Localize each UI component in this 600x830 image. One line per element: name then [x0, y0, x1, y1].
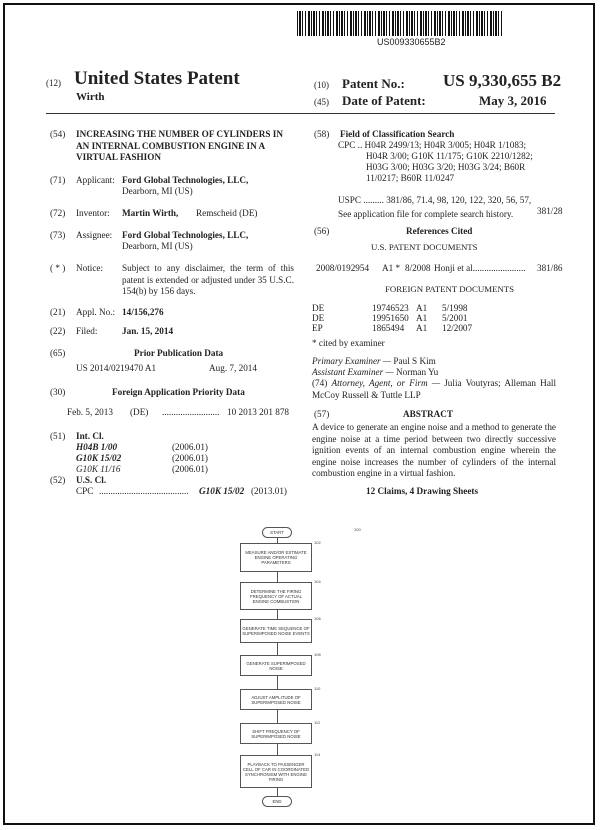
- attorney-code: (74): [312, 378, 328, 388]
- applicant-label: Applicant:: [76, 175, 115, 185]
- code-10: (10): [314, 80, 329, 90]
- flow-ref-106: 106: [314, 616, 321, 621]
- foreign-ref-3-number: 1865494: [372, 323, 405, 333]
- int-cl-2-date: (2006.01): [172, 453, 208, 463]
- flow-step-104: DETERMINE THE FIRING FREQUENCY OF ACTUAL ENGINE COMBUSTION: [240, 582, 312, 610]
- appl-no-label: Appl. No.:: [76, 307, 116, 317]
- code-45: (45): [314, 97, 329, 107]
- flow-step-108: GENERATE SUPERIMPOSED NOISE: [240, 655, 312, 676]
- notice-text: Subject to any disclaimer, the term of this patent is extended or adjusted under 35 U.S.C. 154(b) by 156 days.: [122, 263, 294, 296]
- cpc-class: G10K 15/02: [199, 486, 245, 496]
- document-number: US009330655B2: [377, 37, 446, 47]
- foreign-priority-country: (DE): [130, 407, 149, 417]
- int-cl-2-class: G10K 15/02: [76, 453, 122, 463]
- foreign-ref-1-kind: A1: [416, 303, 428, 313]
- us-ref-dots: ......................: [475, 263, 526, 273]
- int-cl-label: Int. Cl.: [76, 431, 104, 441]
- flow-arrow: [277, 710, 278, 723]
- flow-arrow: [277, 744, 278, 755]
- int-cl-1-date: (2006.01): [172, 442, 208, 452]
- foreign-ref-2-country: DE: [312, 313, 325, 323]
- flow-step-102: MEASURE AND/OR ESTIMATE ENGINE OPERATING PARAMETERS: [240, 543, 312, 572]
- references-heading: References Cited: [406, 226, 473, 236]
- flow-arrow: [277, 788, 278, 796]
- flow-step-114: PLAYBACK TO PASSENGER CELL OF CAR IN COORDINATED SYNCHRONISM WITH ENGINE FIRING: [240, 755, 312, 788]
- flow-ref-102: 102: [314, 540, 321, 545]
- assignee-name: Ford Global Technologies, LLC,: [122, 230, 249, 240]
- us-ref-class: 381/86: [537, 263, 563, 273]
- code-52: (52): [50, 475, 66, 485]
- barcode: [297, 11, 502, 36]
- foreign-priority-heading: Foreign Application Priority Data: [112, 387, 245, 397]
- us-cl-label: U.S. Cl.: [76, 475, 107, 485]
- assistant-examiner-name: Norman Yu: [395, 367, 439, 377]
- us-ref-number: 2008/0192954: [316, 263, 370, 273]
- primary-examiner-label: Primary Examiner —: [312, 356, 392, 366]
- assistant-examiner-label: Assistant Examiner —: [312, 367, 394, 377]
- flow-ref-110: 110: [314, 686, 321, 691]
- claims-count: 12 Claims, 4 Drawing Sheets: [366, 486, 479, 496]
- filed-label: Filed:: [76, 326, 98, 336]
- cpc-search-2: H04R 3/00; G10K 11/175; G10K 2210/1282;: [366, 151, 533, 161]
- cpc-search-1: CPC .. H04R 2499/13; H04R 3/005; H04R 1/1083;: [338, 140, 527, 150]
- flow-ref-104: 104: [314, 579, 321, 584]
- cpc-dots: .......................................: [99, 486, 189, 496]
- flow-start: START: [262, 527, 292, 538]
- flow-ref-108: 108: [314, 652, 321, 657]
- abstract-text: A device to generate an engine noise and a method to generate the engine noise at a time period between two directly successive ignition events of an internal combustion engine wherein the engine noise increases the number of cylinders of the internal combustion engine in a virtual fashion.: [312, 422, 556, 478]
- foreign-ref-1-number: 19746523: [372, 303, 409, 313]
- flow-step-106: GENERATE TIME SEQUENCE OF SUPERIMPOSED NOISE EVENTS: [240, 619, 312, 643]
- prior-pub-heading: Prior Publication Data: [134, 348, 224, 358]
- flow-end: END: [262, 796, 292, 807]
- primary-examiner-name: Paul S Kim: [393, 356, 436, 366]
- flow-ref-112: 112: [314, 720, 321, 725]
- code-22: (22): [50, 326, 66, 336]
- foreign-priority-number: 10 2013 201 878: [227, 407, 290, 417]
- flow-arrow: [277, 676, 278, 689]
- patent-no-label: Patent No.:: [342, 76, 405, 91]
- foreign-priority-date: Feb. 5, 2013: [67, 407, 113, 417]
- applicant-city: Dearborn, MI (US): [122, 186, 193, 196]
- inventor-label: Inventor:: [76, 208, 110, 218]
- int-cl-3-date: (2006.01): [172, 464, 208, 474]
- code-51: (51): [50, 431, 66, 441]
- inventor-city: Remscheid (DE): [196, 208, 258, 218]
- cpc-search-3: H03G 3/00; H03G 3/20; H03G 3/24; B60R: [366, 162, 526, 172]
- cpc-search-4: 11/0217; B60R 11/0247: [366, 173, 455, 183]
- applicant-name: Ford Global Technologies, LLC,: [122, 175, 249, 185]
- uspc-search-1: USPC ......... 381/86, 71.4, 98, 120, 122, 320, 56, 57,: [338, 195, 532, 205]
- foreign-priority-dots: .........................: [162, 407, 220, 417]
- code-21: (21): [50, 307, 66, 317]
- us-ref-kind: A1 *: [382, 263, 401, 273]
- patent-date: May 3, 2016: [479, 93, 547, 108]
- appl-no: 14/156,276: [122, 307, 164, 317]
- notice-label: Notice:: [76, 263, 104, 273]
- foreign-ref-2-date: 5/2001: [442, 313, 468, 323]
- code-56: (56): [314, 226, 330, 236]
- header-rule: [46, 113, 555, 114]
- attorney-name: Julia Voutyras; Alleman Hall McCoy Russell & Tuttle LLP: [312, 378, 556, 400]
- code-30: (30): [50, 387, 66, 397]
- foreign-ref-1-date: 5/1998: [442, 303, 468, 313]
- foreign-ref-3-country: EP: [312, 323, 323, 333]
- us-ref-date: 8/2008: [405, 263, 431, 273]
- flow-arrow: [277, 610, 278, 619]
- filed-date: Jan. 15, 2014: [122, 326, 174, 336]
- cited-by-examiner: * cited by examiner: [312, 338, 385, 348]
- foreign-ref-1-country: DE: [312, 303, 325, 313]
- foreign-ref-2-kind: A1: [416, 313, 428, 323]
- code-58: (58): [314, 129, 330, 139]
- figure-ref-100: 100: [354, 527, 361, 532]
- prior-pub-date: Aug. 7, 2014: [209, 363, 257, 373]
- cpc-date: (2013.01): [251, 486, 287, 496]
- us-ref-inventor: Honji et al.: [434, 263, 476, 273]
- attorney-label: Attorney, Agent, or Firm —: [331, 378, 441, 388]
- field-of-search-heading: Field of Classification Search: [340, 129, 455, 139]
- code-54: (54): [50, 129, 66, 139]
- foreign-ref-2-number: 19951650: [372, 313, 409, 323]
- flow-step-112: SHIFT FREQUENCY OF SUPERIMPOSED NOISE: [240, 723, 312, 744]
- foreign-ref-3-date: 12/2007: [442, 323, 473, 333]
- first-inventor-name: Wirth: [76, 91, 105, 103]
- flow-arrow: [277, 572, 278, 582]
- code-65: (65): [50, 348, 66, 358]
- flow-ref-114: 114: [314, 752, 321, 757]
- prior-pub-number: US 2014/0219470 A1: [76, 363, 157, 373]
- assignee-label: Assignee:: [76, 230, 113, 240]
- date-label: Date of Patent:: [342, 93, 426, 108]
- code-72: (72): [50, 208, 66, 218]
- invention-title: INCREASING THE NUMBER OF CYLINDERS IN AN INTERNAL COMBUSTION ENGINE IN A VIRTUAL FASHION: [76, 129, 284, 162]
- flow-step-110: ADJUST AMPLITUDE OF SUPERIMPOSED NOISE: [240, 689, 312, 710]
- patent-number: US 9,330,655 B2: [443, 71, 562, 90]
- int-cl-3-class: G10K 11/16: [76, 464, 121, 474]
- cpc-label: CPC: [76, 486, 94, 496]
- foreign-ref-3-kind: A1: [416, 323, 428, 333]
- code-57: (57): [314, 409, 330, 419]
- assignee-city: Dearborn, MI (US): [122, 241, 193, 251]
- inventor-name: Martin Wirth,: [122, 208, 179, 218]
- notice-code: ( * ): [50, 263, 66, 273]
- uspc-search-2: 381/28: [537, 206, 563, 216]
- int-cl-1-class: H04B 1/00: [76, 442, 118, 452]
- us-patent-docs-heading: U.S. PATENT DOCUMENTS: [371, 242, 478, 252]
- code-12: (12): [46, 78, 61, 88]
- search-history-note: See application file for complete search history.: [338, 209, 514, 219]
- patent-type-title: United States Patent: [74, 68, 240, 89]
- code-73: (73): [50, 230, 66, 240]
- flow-arrow: [277, 643, 278, 655]
- abstract-heading: ABSTRACT: [403, 409, 454, 419]
- foreign-patent-docs-heading: FOREIGN PATENT DOCUMENTS: [385, 284, 515, 294]
- code-71: (71): [50, 175, 66, 185]
